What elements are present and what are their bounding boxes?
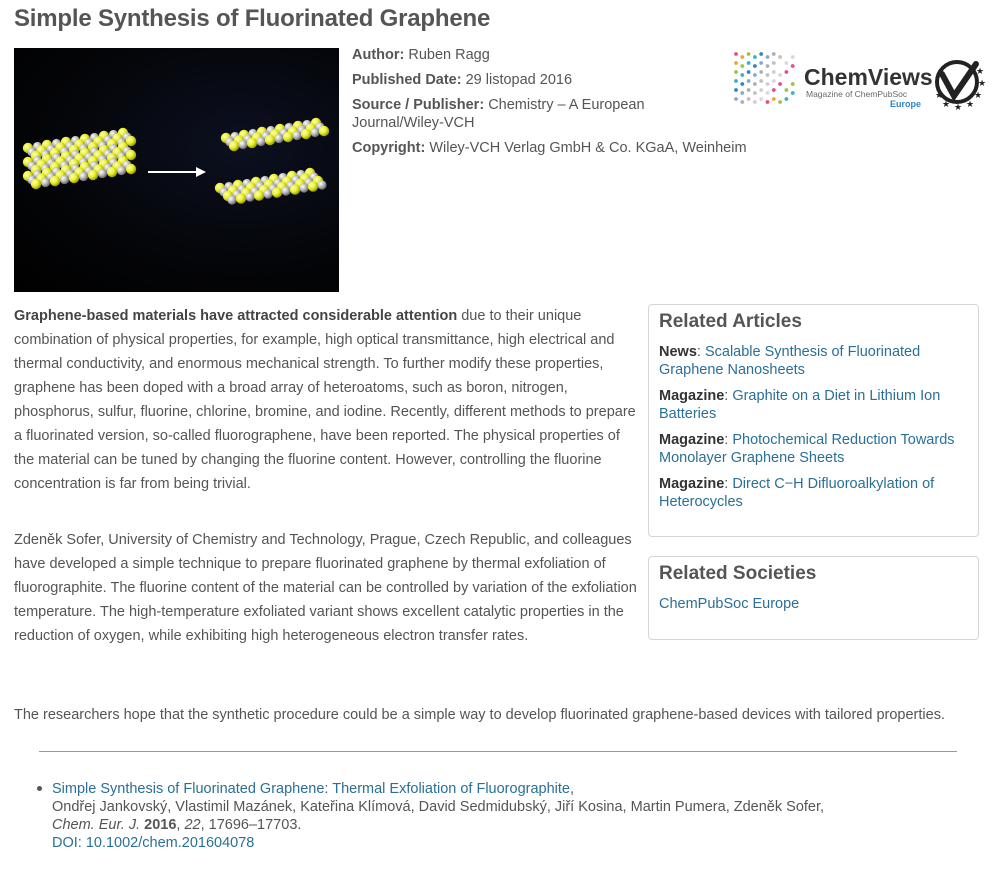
related-article-link[interactable]: Graphite on a Diet in Lithium Ion Batteries — [659, 388, 941, 422]
divider — [39, 751, 957, 752]
svg-text:★: ★ — [976, 67, 985, 77]
related-articles-box — [648, 304, 979, 537]
reference-citation: Chem. Eur. J. 2016, 22, 17696–17703. — [52, 817, 302, 833]
svg-text:★: ★ — [966, 100, 975, 110]
related-article-type: News — [659, 344, 697, 360]
reference-pages: 17696–17703. — [208, 817, 302, 833]
svg-text:★: ★ — [935, 91, 944, 101]
copyright-label: Copyright: — [352, 140, 426, 156]
svg-text:★: ★ — [954, 103, 963, 113]
copyright-value: Wiley-VCH Verlag GmbH & Co. KGaA, Weinheim — [429, 140, 747, 156]
reference-bullet — [37, 786, 42, 791]
reference-title-link[interactable]: Simple Synthesis of Fluorinated Graphene: Thermal Exfoliation of Fluorographite — [52, 781, 570, 797]
related-societies-title: Related Societies — [659, 563, 817, 584]
paragraph-1-lead: Graphene-based materials have attracted considerable attention — [14, 308, 458, 324]
chemviews-logo[interactable] — [730, 44, 985, 120]
related-article-type: Magazine — [659, 476, 725, 492]
reference-authors: Ondřej Jankovský, Vlastimil Mazánek, Kateřina Klímová, David Sedmidubský, Jiří Kosina, Martin Pumera, Zdeněk Sofer, — [52, 799, 825, 815]
svg-text:★: ★ — [974, 91, 983, 101]
reference-doi-link[interactable]: DOI: 10.1002/chem.201604078 — [52, 835, 255, 851]
paragraph-1 — [14, 304, 639, 496]
related-articles-title: Related Articles — [659, 311, 802, 332]
article-image — [14, 48, 339, 292]
related-society-item — [659, 595, 968, 613]
logo-name: ChemViews — [804, 64, 933, 90]
reference-volume: 22 — [184, 817, 201, 833]
related-society-link[interactable]: ChemPubSoc Europe — [659, 596, 800, 612]
related-article-item: News: Scalable Synthesis of Fluorinated Graphene Nanosheets — [659, 344, 921, 378]
author-value: Ruben Ragg — [408, 47, 490, 63]
paragraph-2: Zdeněk Sofer, University of Chemistry and Technology, Prague, Czech Republic, and colleagues have developed a simple technique to prepare fluorinated graphene by thermal exfoliation of fluorographite. The fluorine content of the material can be controlled by variation of the exfoliation temperature. The high-temperature exfoliated variant shows excellent catalytic properties in the reduction of oxygen, while exhibiting high heterogeneous electron transfer rates. — [14, 532, 637, 644]
related-article-item: Magazine: Photochemical Reduction Towards Monolayer Graphene Sheets — [659, 432, 955, 466]
article-body — [14, 304, 639, 680]
related-article-item: Magazine: Graphite on a Diet in Lithium Ion Batteries — [659, 388, 941, 422]
logo-tagline: Magazine of ChemPubSoc — [806, 89, 908, 99]
reference-journal: Chem. Eur. J. — [52, 817, 141, 833]
author-label: Author: — [352, 47, 405, 63]
svg-text:★: ★ — [978, 79, 987, 89]
related-article-type: Magazine — [659, 432, 725, 448]
svg-text:★: ★ — [942, 100, 951, 110]
related-article-link[interactable]: Direct C−H Difluoroalkylation of Heterocycles — [659, 476, 935, 510]
related-article-type: Magazine — [659, 388, 725, 404]
date-value: 29 listopad 2016 — [465, 72, 573, 88]
paragraph-1-text: due to their unique combination of physical properties, for example, high optical transmittance, high electrical and thermal conductivity, and enormous mechanical strength. To further modify these properties, graphene has been doped with a broad array of heteroatoms, such as boron, nitrogen, phosphorus, sulfur, fluorine, chlorine, bromine, and iodine. Recently, different methods to prepare a fluorinated version, so-called fluorographene, have been reported. The physical properties of the material can be tuned by changing the fluorine content. However, controlling the fluorine concentration is far from being trivial. — [14, 308, 636, 492]
reference-entry: Simple Synthesis of Fluorinated Graphene: Thermal Exfoliation of Fluorographite, Ondřej Jankovský, Vlastimil Mazánek, Kateřina Klímová, David Sedmidubský, Jiří Kosina, Martin Pumera, Zdeněk Sofer, Chem. Eur. J. 2016, 22, 17696–17703. DOI: 10.1002/chem.201604078 — [52, 781, 825, 851]
author-row — [352, 46, 732, 64]
copyright-row — [352, 139, 747, 157]
date-row — [352, 71, 732, 89]
related-article-link[interactable]: Photochemical Reduction Towards Monolayer Graphene Sheets — [659, 432, 955, 466]
source-value: Chemistry – A European Journal/Wiley-VCH — [352, 97, 645, 131]
paragraph-3: The researchers hope that the synthetic procedure could be a simple way to develop fluorinated graphene-based devices with tailored properties. — [14, 707, 945, 723]
related-article-link[interactable]: Scalable Synthesis of Fluorinated Graphene Nanosheets — [659, 344, 921, 378]
related-article-item: Magazine: Direct C−H Difluoroalkylation of Heterocycles — [659, 476, 935, 510]
article-title: Simple Synthesis of Fluorinated Graphene — [14, 5, 491, 32]
date-label: Published Date: — [352, 72, 462, 88]
related-societies-box — [648, 556, 979, 640]
source-row — [352, 96, 732, 132]
source-label: Source / Publisher: — [352, 97, 485, 113]
article-meta — [352, 46, 747, 164]
logo-region: Europe — [890, 99, 922, 109]
reference-year: 2016 — [144, 817, 177, 833]
